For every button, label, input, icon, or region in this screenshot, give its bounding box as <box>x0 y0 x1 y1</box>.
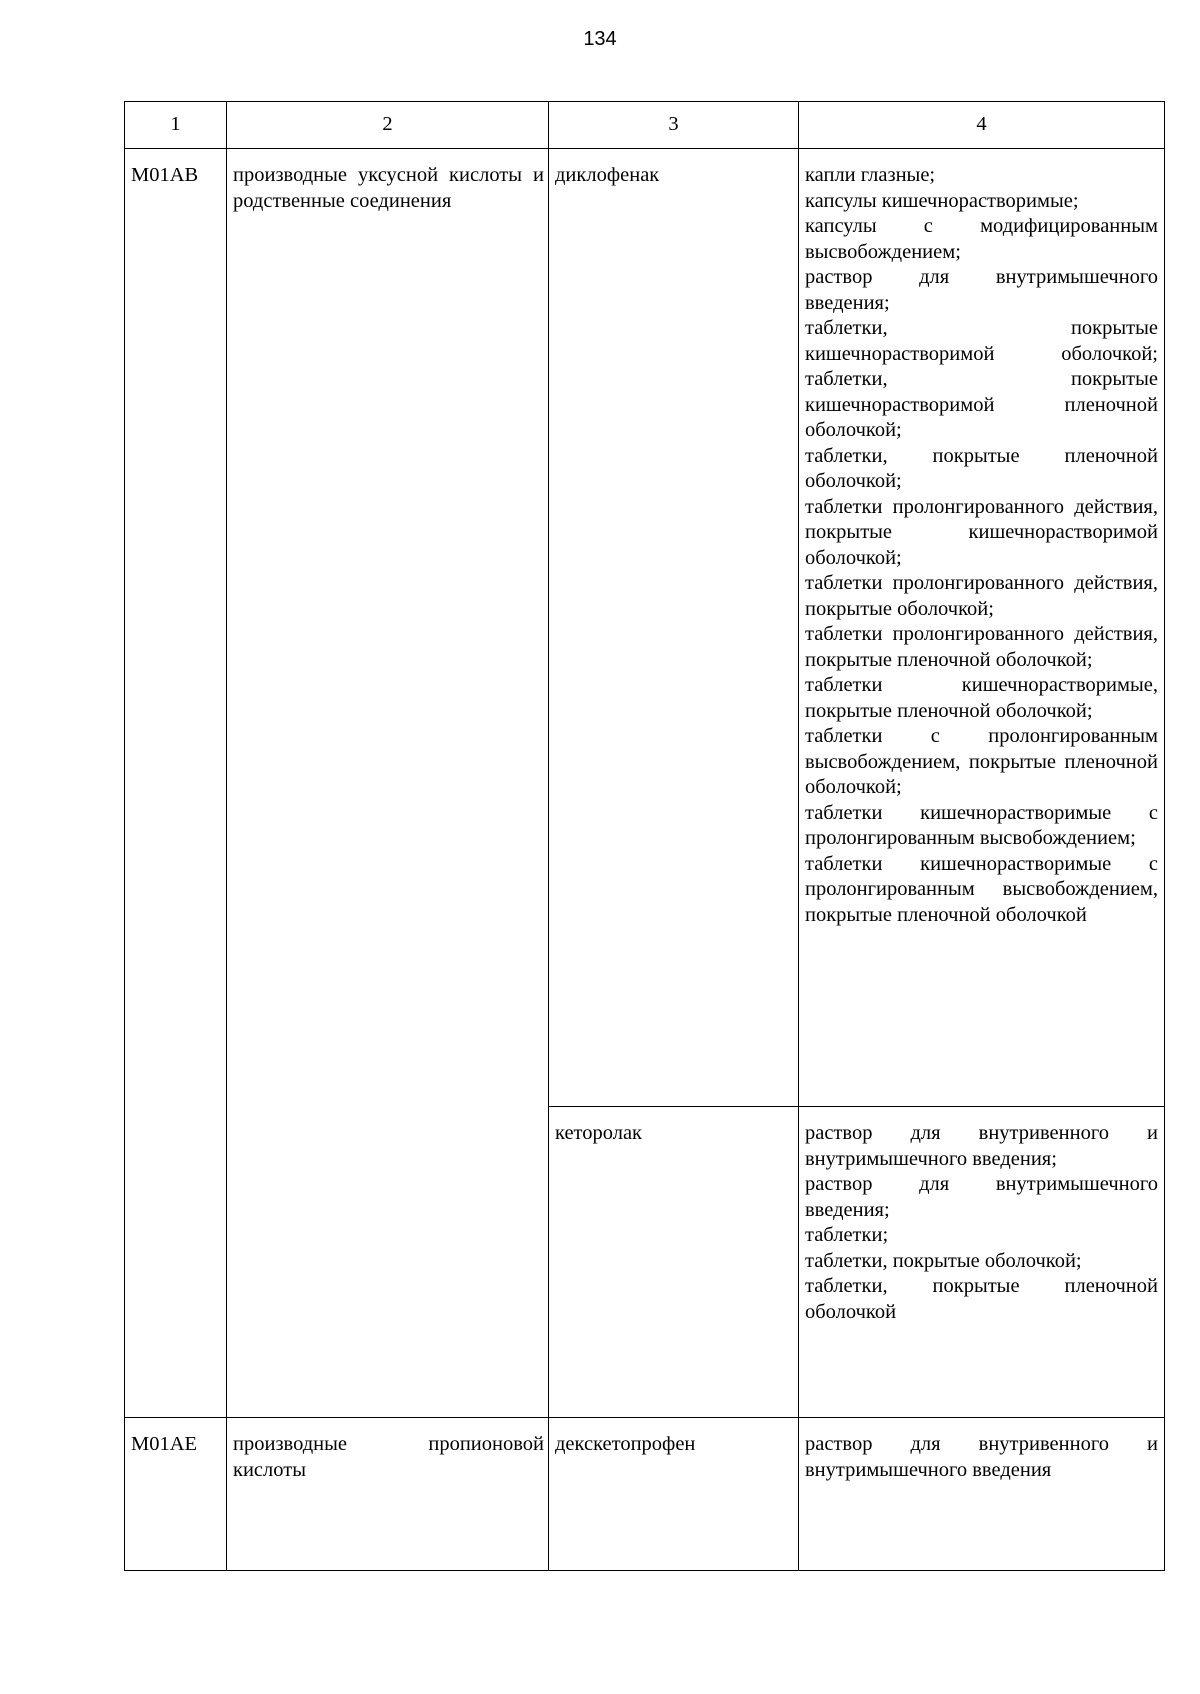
dosage-form-line: таблетки пролонгированного действия, покрытые оболочкой; <box>805 572 1158 620</box>
table-row <box>125 149 1165 1107</box>
dosage-forms-cell <box>799 1107 1165 1418</box>
drug-name-cell: декскетопрофен <box>549 1418 799 1571</box>
dosage-form-line: таблетки, покрытые кишечнорастворимой оболочкой; <box>805 317 1158 365</box>
atc-code-cell: M01AE <box>125 1418 227 1571</box>
dosage-form-line: раствор для внутривенного и внутримышечного введения <box>805 1433 1158 1481</box>
drug-name-cell: кеторолак <box>549 1107 799 1418</box>
dosage-form-line: таблетки, покрытые пленочной оболочкой <box>805 1275 1158 1323</box>
dosage-form-line: таблетки пролонгированного действия, покрытые кишечнорастворимой оболочкой; <box>805 495 1158 569</box>
group-name-cell: производные пропионовой кислоты <box>227 1418 549 1571</box>
dosage-form-line: капли глазные; <box>805 164 936 186</box>
dosage-form-line: таблетки кишечнорастворимые с пролонгированным высвобождением, покрытые пленочной оболочкой <box>805 852 1158 926</box>
table-header-row <box>125 102 1165 149</box>
dosage-form-line: таблетки, покрытые пленочной оболочкой; <box>805 444 1158 492</box>
dosage-form-line: таблетки, покрытые кишечнорастворимой пленочной оболочкой; <box>805 368 1158 441</box>
dosage-forms-cell <box>799 1418 1165 1571</box>
table-row <box>125 1418 1165 1571</box>
dosage-form-line: таблетки; <box>805 1224 889 1246</box>
dosage-form-line: раствор для внутривенного и внутримышечного введения; <box>805 1122 1158 1170</box>
group-name-cell: производные уксусной кислоты и родственные соединения <box>227 149 549 1418</box>
dosage-forms-cell <box>799 149 1165 1107</box>
dosage-form-line: таблетки, покрытые оболочкой; <box>805 1249 1082 1272</box>
dosage-form-line: раствор для внутримышечного введения; <box>805 266 1158 314</box>
drug-name-cell: диклофенак <box>549 149 799 1107</box>
dosage-form-line: таблетки пролонгированного действия, покрытые пленочной оболочкой; <box>805 623 1158 671</box>
dosage-form-line: раствор для внутримышечного введения; <box>805 1173 1158 1221</box>
dosage-form-line: капсулы кишечнорастворимые; <box>805 189 1079 212</box>
dosage-form-line: таблетки кишечнорастворимые с пролонгированным высвобождением; <box>805 801 1158 849</box>
column-header-4: 4 <box>799 102 1165 149</box>
column-header-3: 3 <box>549 102 799 149</box>
page-number: 134 <box>583 28 617 50</box>
atc-code-cell: M01AB <box>125 149 227 1418</box>
column-header-1: 1 <box>125 102 227 149</box>
dosage-form-line: таблетки кишечнорастворимые, покрытые пленочной оболочкой; <box>805 674 1158 722</box>
dosage-form-line: капсулы с модифицированным высвобождением; <box>805 215 1158 263</box>
column-header-2: 2 <box>227 102 549 149</box>
dosage-form-line: таблетки с пролонгированным высвобождением, покрытые пленочной оболочкой; <box>805 725 1158 798</box>
drug-table <box>124 101 1165 1571</box>
